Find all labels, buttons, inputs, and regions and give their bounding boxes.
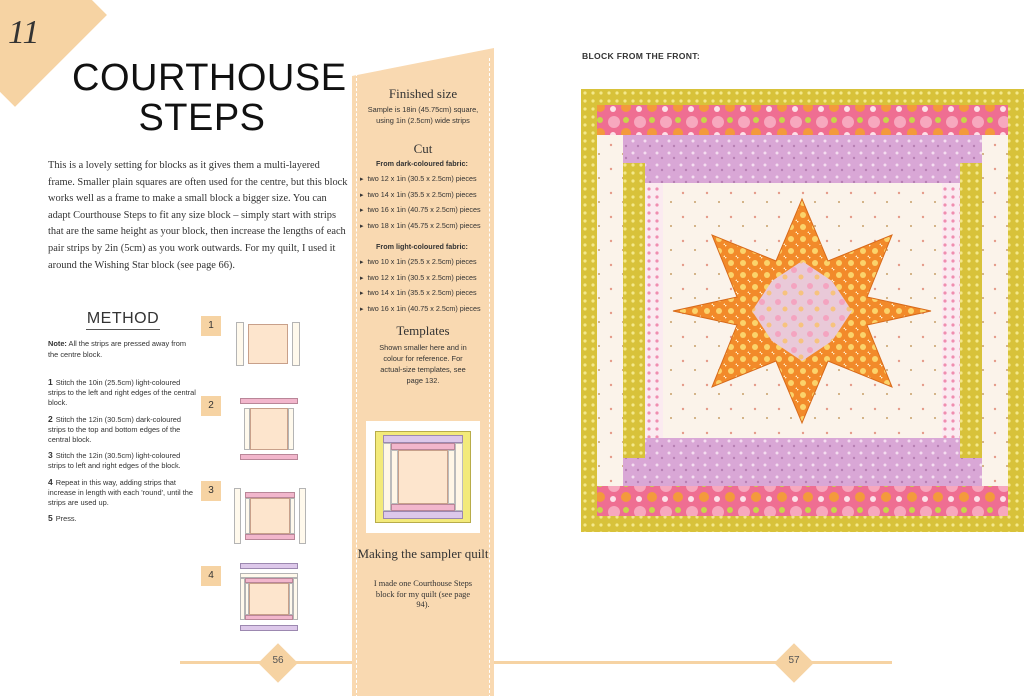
- method-step: [48, 377, 198, 409]
- dark-fabric-label: From dark-coloured fabric:: [376, 159, 468, 168]
- note-text: All the strips are pressed away from the centre block.: [48, 339, 187, 359]
- step-2-diagram: [240, 398, 300, 460]
- step-badge-1: 1: [201, 316, 221, 336]
- footer-rule-right: [494, 661, 892, 664]
- step-3-diagram: [234, 488, 306, 548]
- note-label: Note:: [48, 339, 67, 348]
- cut-heading: Cut: [413, 141, 433, 156]
- list-item: ▸ two 12 x 1in (30.5 x 2.5cm) pieces: [360, 271, 481, 287]
- page-title: [72, 57, 347, 139]
- step-badge-2: 2: [201, 396, 221, 416]
- method-heading: METHOD: [86, 310, 160, 330]
- list-item: ▸ two 18 x 1in (45.75 x 2.5cm) pieces: [360, 219, 481, 235]
- finished-size-heading: Finished size: [388, 86, 458, 101]
- step-number: 1: [48, 377, 53, 387]
- method-note: [48, 339, 198, 360]
- step-1-diagram: [236, 322, 300, 370]
- list-item: ▸ two 16 x 1in (40.75 x 2.5cm) pieces: [360, 302, 481, 318]
- finished-size-text: Sample is 18in (45.75cm) square, using 1in (2.5cm) wide strips: [367, 105, 479, 125]
- list-item: ▸ two 12 x 1in (30.5 x 2.5cm) pieces: [360, 172, 481, 188]
- step-badge-3: 3: [201, 481, 221, 501]
- templates-text: Shown smaller here and in colour for reference. For actual-size templates, see page 132.: [379, 343, 467, 385]
- method-step: [48, 513, 198, 524]
- title-line-2: STEPS: [138, 97, 266, 139]
- templates-heading: Templates: [396, 323, 450, 338]
- page-number-left: 56: [272, 655, 284, 666]
- step-text: Stitch the 12in (30.5cm) light-coloured strips to left and right edges of the block.: [48, 451, 181, 471]
- intro-paragraph: This is a lovely setting for blocks as it gives them a multi-layered frame. Smaller plain squares are often used for the centre, but this block works well as a frame to make a small block a bigger size. You can adapt Courthouse Steps to fit any size block – simply start with strips that are the same height as your block, then increase the lengths of each pair strips by 2in (5cm) as you work outwards. For my quilt, I used it around the Wishing Star block (see page 66).: [48, 160, 348, 271]
- step-number: 3: [48, 450, 53, 461]
- chapter-number: 11: [8, 14, 40, 51]
- template-illustration: [366, 421, 480, 533]
- quilt-block-illustration: [581, 89, 1024, 532]
- making-quilt-text: I made one Courthouse Steps block for my quilt (see page 94).: [373, 579, 473, 609]
- light-fabric-label: From light-coloured fabric:: [376, 242, 468, 251]
- page-number-right: 57: [788, 655, 800, 666]
- list-item: ▸ two 14 x 1in (35.5 x 2.5cm) pieces: [360, 188, 481, 204]
- step-badge-4: 4: [201, 566, 221, 586]
- step-number: 4: [48, 476, 53, 487]
- method-step: [48, 414, 198, 446]
- method-step: [48, 477, 198, 509]
- method-steps: [48, 377, 198, 529]
- quilt-block-photo: [581, 89, 1024, 532]
- list-item: ▸ two 14 x 1in (35.5 x 2.5cm) pieces: [360, 286, 481, 302]
- step-number: 5: [48, 513, 53, 524]
- step-text: Stitch the 10in (25.5cm) light-coloured strips to the left and right edges of the central block.: [48, 378, 196, 408]
- list-item: ▸ two 16 x 1in (40.75 x 2.5cm) pieces: [360, 203, 481, 219]
- method-step: [48, 450, 198, 471]
- photo-caption: BLOCK FROM THE FRONT:: [582, 51, 701, 61]
- light-fabric-list: [360, 255, 481, 317]
- step-number: 2: [48, 413, 53, 424]
- title-line-1: COURTHOUSE: [72, 57, 347, 99]
- step-text: Stitch the 12in (30.5cm) dark-coloured strips to the top and bottom edges of the central block.: [48, 414, 182, 445]
- step-text: Press.: [55, 514, 77, 524]
- list-item: ▸ two 10 x 1in (25.5 x 2.5cm) pieces: [360, 255, 481, 271]
- step-4-diagram: [240, 563, 300, 635]
- dark-fabric-list: [360, 172, 481, 234]
- step-text: Repeat in this way, adding strips that increase in length with each 'round', until the strips are used up.: [48, 477, 193, 508]
- making-quilt-heading: Making the sampler quilt: [357, 546, 489, 561]
